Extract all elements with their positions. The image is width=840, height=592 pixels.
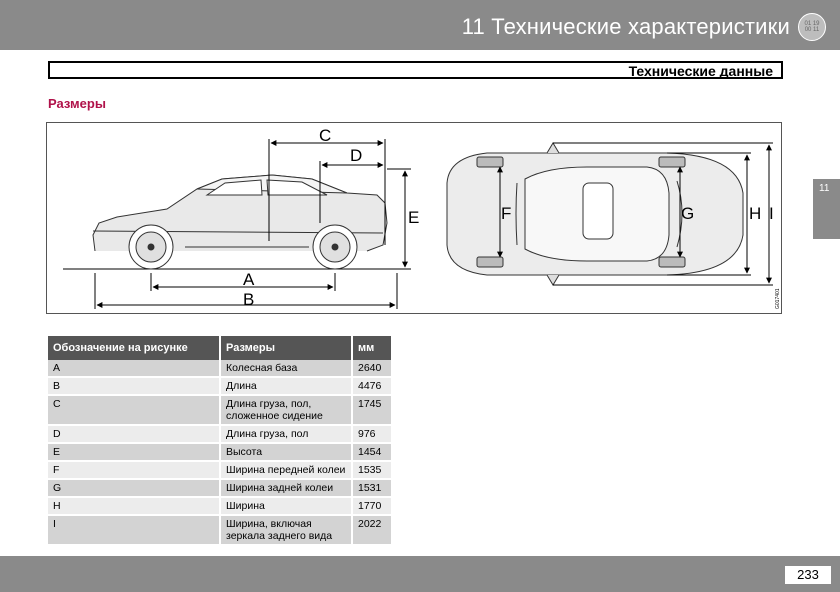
table-row [48, 443, 391, 461]
table-row [48, 461, 391, 479]
chapter-badge-icon [798, 13, 826, 41]
row-code: H [48, 497, 220, 515]
row-value: 4476 [352, 377, 391, 395]
footer-bar [0, 556, 840, 592]
chapter-side-tab [813, 179, 840, 239]
section-title: Технические данные [628, 63, 773, 79]
row-code: G [48, 479, 220, 497]
dimensions-figure [46, 122, 782, 314]
table-row [48, 497, 391, 515]
chapter-title: 11 Технические характеристики [461, 14, 790, 39]
label-f: F [501, 204, 512, 223]
row-name: Длина груза, пол [220, 425, 352, 443]
section-title-box [48, 61, 783, 79]
label-c: C [319, 126, 332, 145]
label-i: I [769, 204, 774, 223]
row-code: D [48, 425, 220, 443]
badge-bottom-text: 00 11 [804, 27, 820, 33]
label-h: H [749, 204, 762, 223]
row-code: F [48, 461, 220, 479]
row-name: Колесная база [220, 360, 352, 377]
side-tab-label: 11 [819, 183, 830, 194]
dimensions-table [48, 336, 391, 546]
row-name: Ширина задней колеи [220, 479, 352, 497]
row-value: 2640 [352, 360, 391, 377]
figure-code: G017401 [775, 288, 781, 309]
row-name: Высота [220, 443, 352, 461]
row-code: I [48, 515, 220, 545]
table-row [48, 377, 391, 395]
table-row [48, 425, 391, 443]
car-side-view [63, 175, 409, 269]
row-code: A [48, 360, 220, 377]
label-d: D [350, 146, 363, 165]
table-row [48, 360, 391, 377]
header-mm: мм [352, 336, 391, 360]
car-top-view [447, 143, 743, 285]
table-row [48, 479, 391, 497]
header-dimensions: Размеры [220, 336, 352, 360]
row-code: E [48, 443, 220, 461]
badge-top-text: 01 19 [804, 21, 820, 27]
sub-heading: Размеры [48, 96, 106, 111]
label-b: B [243, 290, 255, 309]
table-row [48, 515, 391, 545]
row-value: 1454 [352, 443, 391, 461]
row-name: Ширина [220, 497, 352, 515]
row-name: Длина груза, пол, сложенное сидение [220, 395, 352, 425]
row-value: 1535 [352, 461, 391, 479]
row-name: Длина [220, 377, 352, 395]
row-value: 1531 [352, 479, 391, 497]
car-dimensions-diagram [47, 123, 783, 315]
page-number: 233 [785, 566, 831, 584]
row-value: 1745 [352, 395, 391, 425]
label-a: A [243, 270, 255, 289]
row-name: Ширина передней колеи [220, 461, 352, 479]
row-value: 2022 [352, 515, 391, 545]
header-bar [0, 0, 840, 50]
table-row [48, 395, 391, 425]
table-header-row [48, 336, 391, 360]
row-name: Ширина, включая зеркала заднего вида [220, 515, 352, 545]
header-designation: Обозначение на рисунке [48, 336, 220, 360]
row-value: 1770 [352, 497, 391, 515]
label-e: E [408, 208, 420, 227]
row-value: 976 [352, 425, 391, 443]
label-g: G [681, 204, 695, 223]
row-code: B [48, 377, 220, 395]
row-code: C [48, 395, 220, 425]
